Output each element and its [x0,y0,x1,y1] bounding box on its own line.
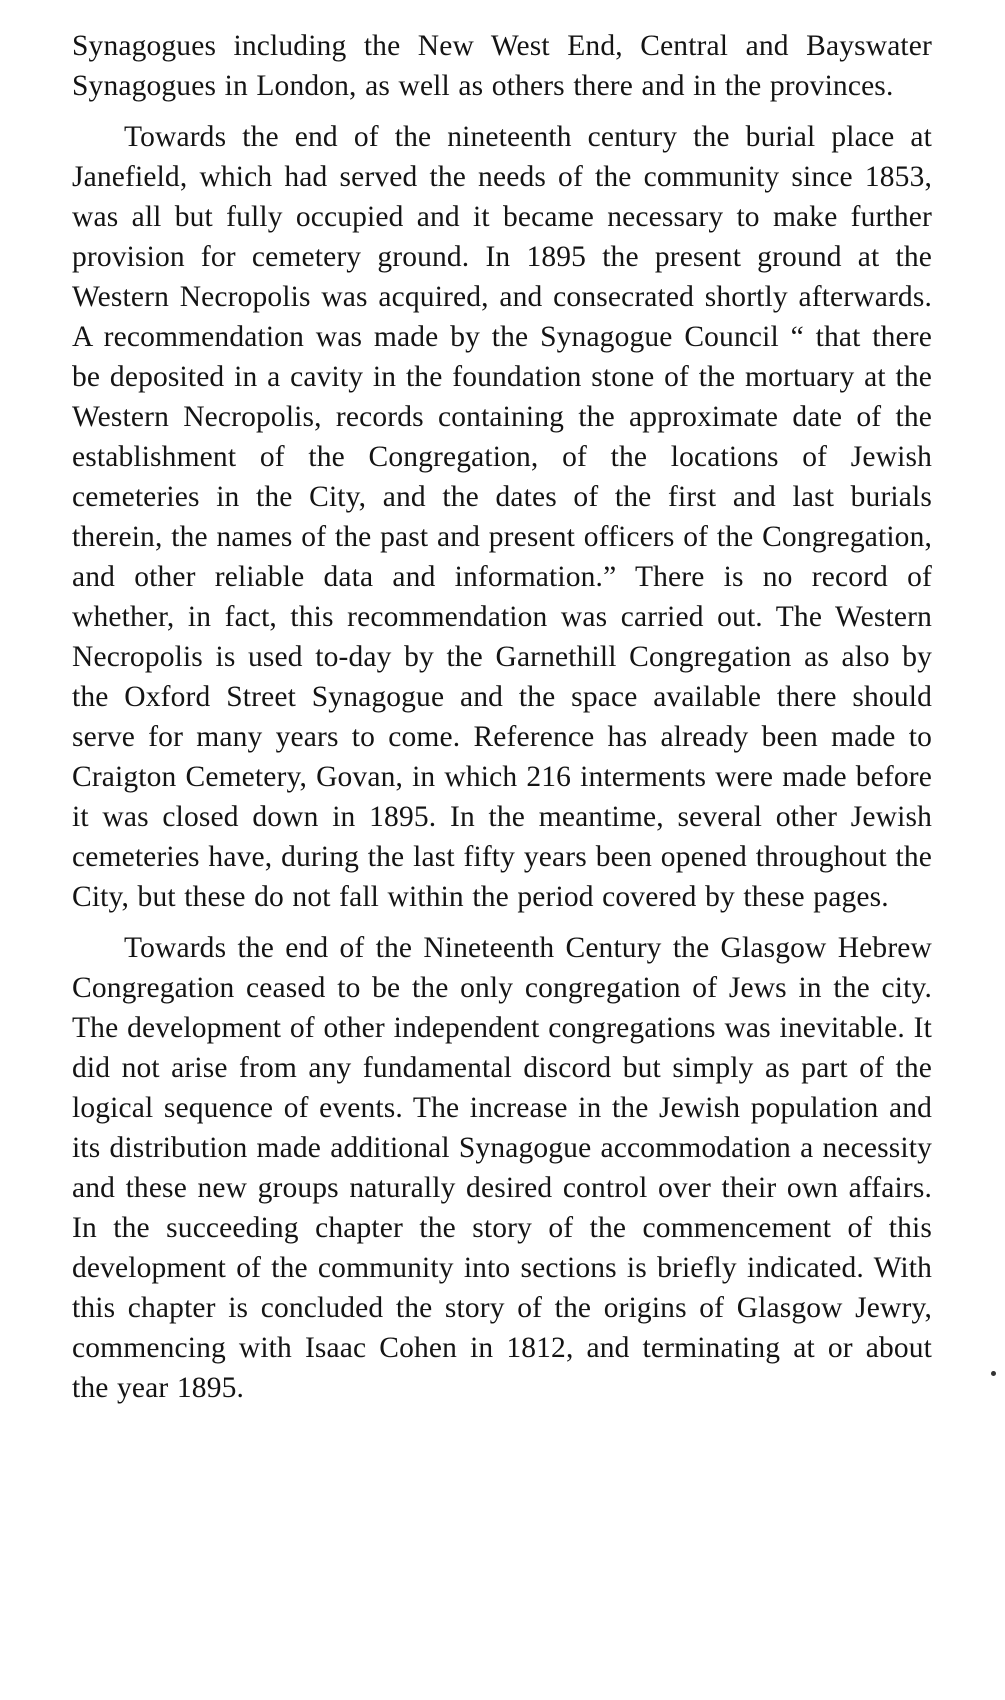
paragraph-other-congregations: Towards the end of the Nineteenth Century the Glasgow Hebrew Congregation ceased to be the only congregation of Jews in the city. The development of other independent congregations was inevitable. It did not arise from any fundamental discord but simply as part of the logical sequence of events. The increase in the Jewish population and its distribution made additional Synagogue accommodation a necessity and these new groups naturally desired control over their own affairs. In the succeeding chapter the story of the commencement of this development of the community into sections is briefly indicated. With this chapter is concluded the story of the origins of Glasgow Jewry, commencing with Isaac Cohen in 1812, and terminating at or about the year 1895. [72,932,932,1404]
stray-dot-mark [991,1371,996,1376]
paragraph-burial-grounds: Towards the end of the nineteenth century the burial place at Janefield, which had served the needs of the community since 1853, was all but fully occupied and it became necessary to make further provision for cemetery ground. In 1895 the present ground at the Western Necropolis was acquired, and consecrated shortly afterwards. A recommendation was made by the Synagogue Council “ that there be deposited in a cavity in the foundation stone of the mortuary at the Western Necropolis, records containing the approximate date of the establishment of the Congregation, of the locations of Jewish cemeteries in the City, and the dates of the first and last burials therein, the names of the past and present officers of the Congregation, and other reliable data and information.” There is no record of whether, in fact, this recommendation was carried out. The Western Necropolis is used to-day by the Garnethill Congregation as also by the Oxford Street Synagogue and the space available there should serve for many years to come. Reference has already been made to Craigton Cemetery, Govan, in which 216 interments were made before it was closed down in 1895. In the meantime, several other Jewish cemeteries have, during the last fifty years been opened throughout the City, but these do not fall within the period covered by these pages. [72,121,932,913]
document-page [72,26,932,1408]
paragraph-continuation: Synagogues including the New West End, Central and Bayswater Synagogues in London, as well as others there and in the provinces. [72,30,932,102]
